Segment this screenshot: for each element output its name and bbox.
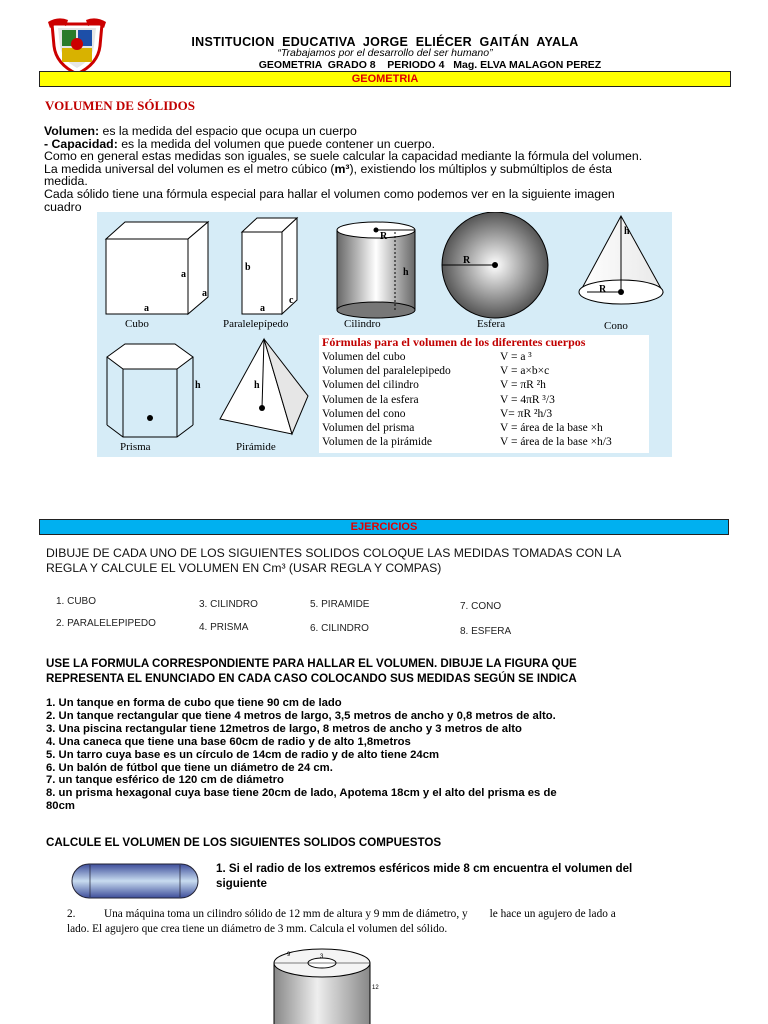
formula-row [322,421,612,435]
cube-drawing [106,222,208,314]
instruction-1 [46,546,746,576]
capsule-figure [70,862,200,900]
solids-figure [97,212,672,457]
problem-4: 4. Una caneca que tiene una base 60cm de radio y de alto 1,8metros [46,735,411,748]
drilled-cylinder-figure [268,945,398,1024]
caption-cylinder: Cilindro [344,318,381,330]
school-name: INSTITUCION EDUCATIVA JORGE ELIÉCER GAITÁN AYALA [191,35,579,49]
exercises-band: EJERCICIOS [39,519,729,535]
compound-1 [216,861,736,891]
intro-line3: Como en general estas medidas son iguales, se suele calcular la capacidad mediante la fórmula del volumen. [44,149,643,164]
school-motto: “Trabajamos por el desarrollo del ser humano” [277,47,493,59]
formula-expression: V = área de la base ×h [500,422,603,435]
solid-7: 7. CONO [460,601,502,612]
dim-h-prism: h [195,380,201,391]
dim-a1: a [181,269,186,280]
formula-expression: V = a ³ [500,351,532,363]
volumen-term: Volumen: [44,124,100,138]
formula-name: Volumen de la esfera [322,393,419,406]
caption-prism: Prisma [120,441,151,453]
dim-a4: a [260,303,265,314]
problem-5: 5. Un tarro cuya base es un círculo de 14cm de radio y de alto tiene 24cm [46,748,440,761]
fig-num-12: 12 [372,985,379,991]
solid-6: 6. CILINDRO [310,623,369,634]
cone-drawing [579,216,663,304]
dim-a3: a [202,288,207,299]
formula-expression: V = área de la base ×h/3 [500,436,612,449]
sphere-drawing [442,212,548,318]
instruction-2-line2: REPRESENTA EL ENUNCIADO EN CADA CASO COLOCANDO SUS MEDIDAS SEGÚN SE INDICA [46,671,577,685]
formula-expression: V = 4πR ³/3 [500,393,555,406]
problem-3: 3. Una piscina rectangular tiene 12metros de largo, 8 metros de ancho y 3 metros de alto [46,722,522,735]
solid-2: 2. PARALELEPIPEDO [56,618,156,629]
instruction-1-line1: DIBUJE DE CADA UNO DE LOS SIGUIENTES SOLIDOS COLOQUE LAS MEDIDAS TOMADAS CON LA [46,546,622,560]
pyramid-drawing [220,339,308,434]
dim-h-cone: h [624,226,630,237]
dim-c: c [289,295,294,306]
fig-num-3: 3 [320,954,324,960]
dim-r-cyl: R [380,231,388,242]
formula-name: Volumen de la pirámide [322,436,432,449]
solid-8: 8. ESFERA [460,626,512,637]
capacidad-term: - Capacidad: [44,136,118,151]
dim-r-sph: R [463,255,471,266]
fig-num-9: 9 [287,952,291,958]
problem-6: 6. Un balón de fútbol que tiene un diámetro de 24 cm. [46,761,333,774]
formula-row [322,407,612,421]
dim-h-pyr: h [254,380,260,391]
intro-line4c: ), existiendo los múltiplos y submúltiplos de ésta [349,161,612,176]
compound-2-num: 2. [67,908,76,920]
caption-cube: Cubo [125,318,149,330]
problem-7: 7. un tanque esférico de 120 cm de diámetro [46,774,284,787]
formula-row [322,435,612,449]
hex-prism-drawing [107,344,193,437]
solid-3: 3. CILINDRO [199,599,258,610]
formula-name: Volumen del cono [322,407,406,420]
compound-title: CALCULE EL VOLUMEN DE LOS SIGUIENTES SOLIDOS COMPUESTOS [46,836,442,849]
subject-band: GEOMETRIA [39,71,731,87]
compound-2-line1: Una máquina toma un cilindro sólido de 12 mm de altura y 9 mm de diámetro, y [104,908,468,920]
school-logo [48,16,106,76]
problem-list [46,697,746,813]
solid-4: 4. PRISMA [199,622,249,633]
formula-expression: V = a×b×c [500,365,550,378]
compound-2-line2: lado. El agujero que crea tiene un diámetro de 3 mm. Calcula el volumen del sólido. [67,922,448,935]
volumen-def: es la medida del espacio que ocupa un cuerpo [99,124,357,138]
m3-unit: m³ [334,161,350,176]
solid-5: 5. PIRAMIDE [310,599,370,610]
instruction-2-line1: USE LA FORMULA CORRESPONDIENTE PARA HALLAR EL VOLUMEN. DIBUJE LA FIGURA QUE [46,657,577,670]
caption-pyramid: Pirámide [236,441,276,453]
intro-line5: medida. [44,174,88,189]
caption-paralelepipedo: Paralelepípedo [223,318,289,330]
formula-row [322,350,612,364]
intro-line7: cuadro [44,199,82,214]
formula-expression: V= πR ²h/3 [500,407,553,420]
dim-b: b [245,262,251,273]
instruction-1-line2: REGLA Y CALCULE EL VOLUMEN EN Cm³ (USAR REGLA Y COMPAS) [46,561,442,575]
course-line: GEOMETRIA GRADO 8 PERIODO 4 Mag. ELVA MALAGON PEREZ [258,59,602,71]
formula-row [322,378,612,392]
caption-cone: Cono [604,320,628,332]
intro-line4a: La medida universal del volumen es el metro cúbico ( [44,161,335,176]
section-title: VOLUMEN DE SÓLIDOS [45,98,195,113]
formula-table-title: Fórmulas para el volumen de los diferentes cuerpos [322,335,586,349]
problem-1: 1. Un tanque en forma de cubo que tiene 90 cm de lado [46,697,342,709]
compound-1-line2: siguiente [216,877,267,890]
formula-row [322,393,612,407]
formula-name: Volumen del prisma [322,422,415,435]
formula-row [322,364,612,378]
intro-line6: Cada sólido tiene una fórmula especial para hallar el volumen como podemos ver en la siguiente imagen [44,186,615,201]
problem-8-cont: 80cm [46,800,75,813]
formula-table [319,335,649,453]
problem-8: 8. un prisma hexagonal cuya base tiene 20cm de lado, Apotema 18cm y el alto del prisma es de [46,787,557,800]
formula-name: Volumen del cubo [322,351,406,363]
dim-h-cyl: h [403,267,409,278]
formula-name: Volumen del cilindro [322,379,419,392]
caption-sphere: Esfera [477,318,506,330]
dim-r-cone: R [599,284,607,295]
compound-2-line1-end: le hace un agujero de lado a [489,908,616,920]
problem-2: 2. Un tanque rectangular que tiene 4 metros de largo, 3,5 metros de ancho y 0,8 metros de alto. [46,709,556,722]
compound-2 [67,907,727,936]
dim-a2: a [144,303,149,314]
formula-name: Volumen del paralelepipedo [322,365,451,378]
capacidad-def: es la medida del volumen que puede contener un cuerpo. [117,136,436,151]
instruction-2 [46,657,746,686]
formula-expression: V = πR ²h [500,379,546,392]
intro-text [44,125,734,213]
compound-1-line1: 1. Si el radio de los extremos esféricos mide 8 cm encuentra el volumen del [216,862,633,875]
solid-1: 1. CUBO [56,596,97,607]
